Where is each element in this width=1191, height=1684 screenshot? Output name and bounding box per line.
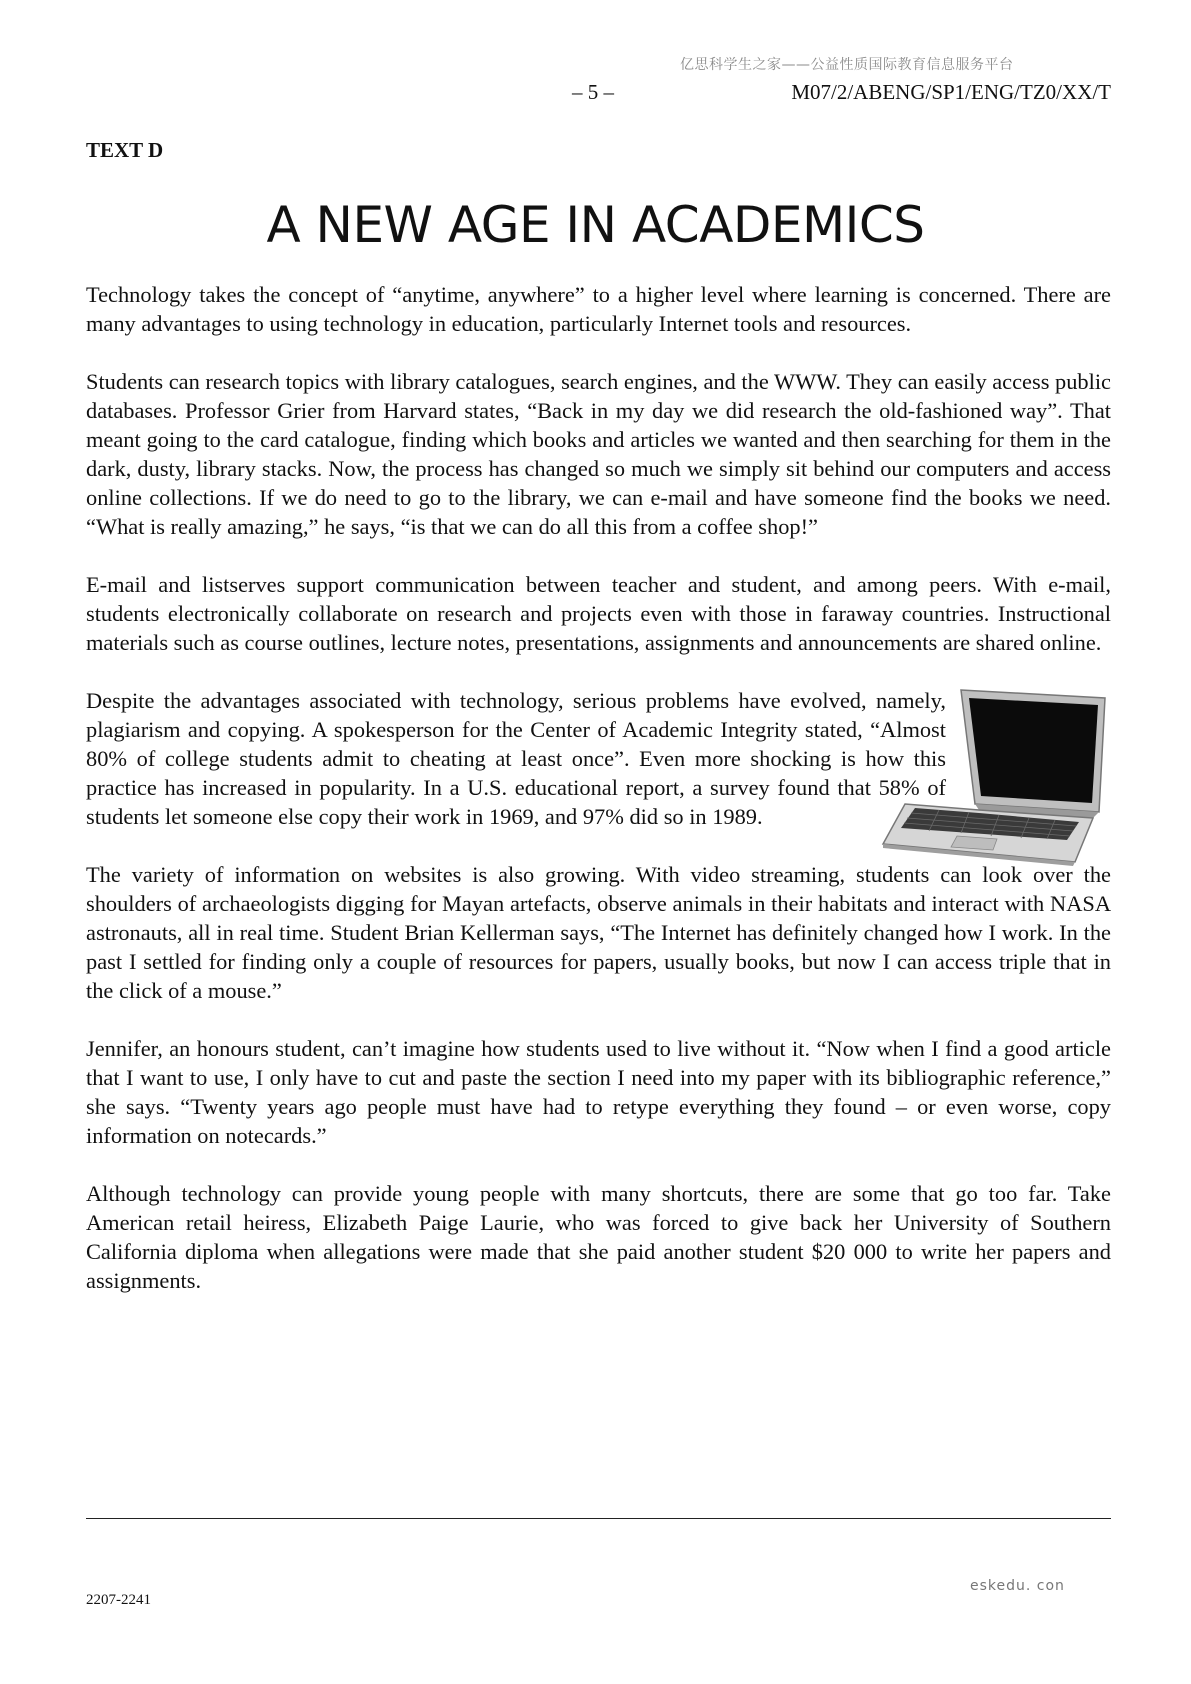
paragraph-2: Students can research topics with library catalogues, search engines, and the WWW. They can easily access public databases. Professor Grier from Harvard states, “Back in my day we did research the old-fashioned way”. That meant going to the card catalogue, finding which books and articles we wanted and then searching for them in the dark, dusty, library stacks. Now, the process has changed so much we simply sit behind our computers and access online collections. If we do need to go to the library, we can e-mail and have someone find the books we need. “What is really amazing,” he says, “is that we can do all this from a coffee shop!” xyxy=(86,369,1111,539)
paragraph-6: Jennifer, an honours student, can’t imagine how students used to live without it. “Now when I find a good article that I want to use, I only have to cut and paste the section I need into my paper with its bibliographic reference,” she says. “Twenty years ago people must have had to retype everything they found – or even worse, copy information on notecards.” xyxy=(86,1036,1111,1148)
footer-divider xyxy=(86,1518,1111,1519)
paragraph-7: Although technology can provide young people with many shortcuts, there are some that go too far. Take American retail heiress, Elizabeth Paige Laurie, who was forced to give back her University of Southern California diploma when allegations were made that she paid another student $20 000 to write her papers and assignments. xyxy=(86,1181,1111,1293)
paragraph-1: Technology takes the concept of “anytime, anywhere” to a higher level where learning is concerned. There are many advantages to using technology in education, particularly Internet tools and resources. xyxy=(86,282,1111,336)
paragraph-5: The variety of information on websites is also growing. With video streaming, students can look over the shoulders of archaeologists digging for Mayan artefacts, observe animals in their habitats and interact with NASA astronauts, all in real time. Student Brian Kellerman says, “The Internet has definitely changed how I work. In the past I settled for finding only a couple of resources for papers, usually books, but now I can access triple that in the click of a mouse.” xyxy=(86,862,1111,1003)
page-number: – 5 – xyxy=(572,80,614,104)
paragraph-3: E-mail and listserves support communication between teacher and student, and among peers. With e-mail, students electronically collaborate on research and projects even with those in faraway countries. Instructional materials such as course outlines, lecture notes, presentations, assignments and announcements are shared online. xyxy=(86,572,1111,655)
page-title: A NEW AGE IN ACADEMICS xyxy=(266,196,925,254)
paragraph-4: Despite the advantages associated with technology, serious problems have evolved, namely, plagiarism and copying. A spokesperson for the Center of Academic Integrity stated, “Almost 80% of college students admit to cheating at least once”. Even more shocking is how this practice has increased in popularity. In a U.S. educational report, a survey found that 58% of students let someone else copy their work in 1969, and 97% did so in 1989. xyxy=(86,688,946,829)
footer-site-watermark: eskedu. con xyxy=(970,1578,1065,1594)
document-number: 2207-2241 xyxy=(86,1592,151,1608)
exam-code: M07/2/ABENG/SP1/ENG/TZ0/XX/T xyxy=(791,80,1111,104)
article-body xyxy=(86,280,1111,1324)
watermark-header: 亿思科学生之家——公益性质国际教育信息服务平台 xyxy=(680,57,1014,73)
laptop-image xyxy=(879,686,1111,866)
paragraph-4-block xyxy=(86,686,1111,831)
section-label: TEXT D xyxy=(86,138,164,162)
